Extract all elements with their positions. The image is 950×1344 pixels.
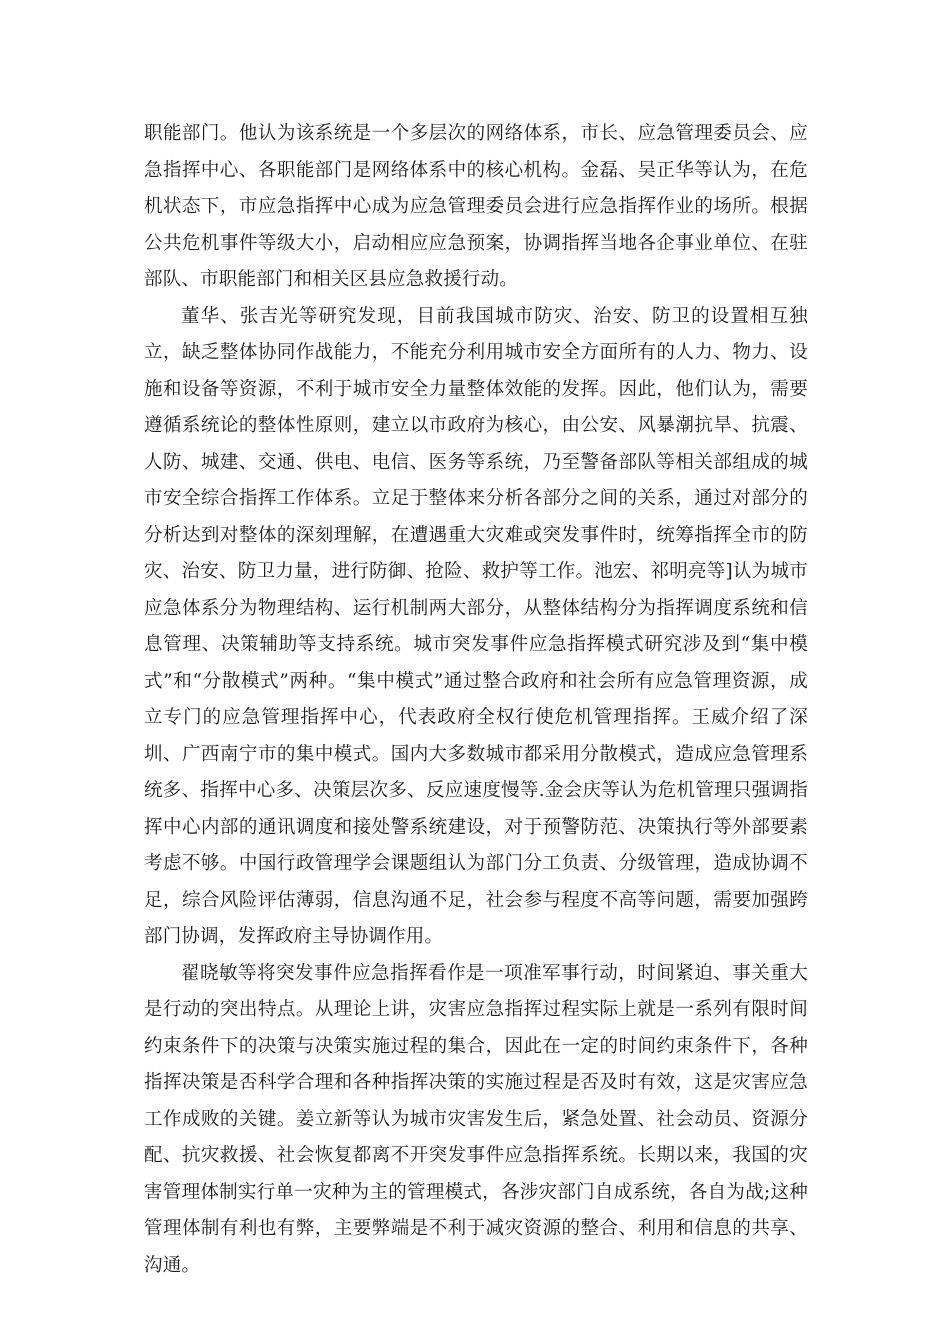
paragraph-zhai-xiaomin: 翟晓敏等将突发事件应急指挥看作是一项准军事行动，时间紧迫、事关重大是行动的突出特点。从理论上讲，灾害应急指挥过程实际上就是一系列有限时间约束条件下的决策与决策实施过程的集合，因此在一定的时间约束条件下，各种指挥决策是否科学合理和各种指挥决策的实施过程是否及时有效，这是灾害应急工作成败的关键。姜立新等认为城市灾害发生后，紧急处置、社会动员、资源分配、抗灾救援、社会恢复都离不开突发事件应急指挥系统。长期以来，我国的灾害管理体制实行单一灾种为主的管理模式，各涉灾部门自成系统，各自为战;这种管理体制有利也有弊，主要弊端是不利于减灾资源的整合、利用和信息的共享、沟通。	[144, 962, 808, 1276]
paragraph-continuation: 职能部门。他认为该系统是一个多层次的网络体系，市长、应急管理委员会、应急指挥中心、各职能部门是网络体系中的核心机构。金磊、吴正华等认为，在危机状态下，市应急指挥中心成为应急管理委员会进行应急指挥作业的场所。根据公共危机事件等级大小，启动相应应急预案，协调指挥当地各企事业单位、在驻部队、市职能部门和相关区县应急救援行动。	[144, 123, 808, 290]
paragraph-dong-hua: 董华、张吉光等研究发现，目前我国城市防灾、治安、防卫的设置相互独立，缺乏整体协同作战能力，不能充分利用城市安全方面所有的人力、物力、设施和设备等资源，不利于城市安全力量整体效能的发挥。因此，他们认为，需要遵循系统论的整体性原则，建立以市政府为核心，由公安、风暴潮抗旱、抗震、人防、城建、交通、供电、电信、医务等系统，乃至警备部队等相关部组成的城市安全综合指挥工作体系。立足于整体来分析各部分之间的关系，通过对部分的分析达到对整体的深刻理解，在遭遇重大灾难或突发事件时，统筹指挥全市的防灾、治安、防卫力量，进行防御、抢险、救护等工作。池宏、祁明亮等]认为城市应急体系分为物理结构、运行机制两大部分，从整体结构分为指挥调度系统和信息管理、决策辅助等支持系统。城市突发事件应急指挥模式研究涉及到“集中模式”和“分散模式”两种。“集中模式”通过整合政府和社会所有应急管理资源，成立专门的应急管理指挥中心，代表政府全权行使危机管理指挥。王威介绍了深圳、广西南宁市的集中模式。国内大多数城市都采用分散模式，造成应急管理系统多、指挥中心多、决策层次多、反应速度慢等.金会庆等认为危机管理只强调指挥中心内部的通讯调度和接处警系统建设，对于预警防范、决策执行等外部要素考虑不够。中国行政管理学会课题组认为部门分工负责、分级管理，造成协调不足，综合风险评估薄弱，信息沟通不足，社会参与程度不高等问题，需要加强跨部门协调，发挥政府主导协调作用。	[144, 305, 808, 947]
document-body	[144, 116, 808, 1284]
